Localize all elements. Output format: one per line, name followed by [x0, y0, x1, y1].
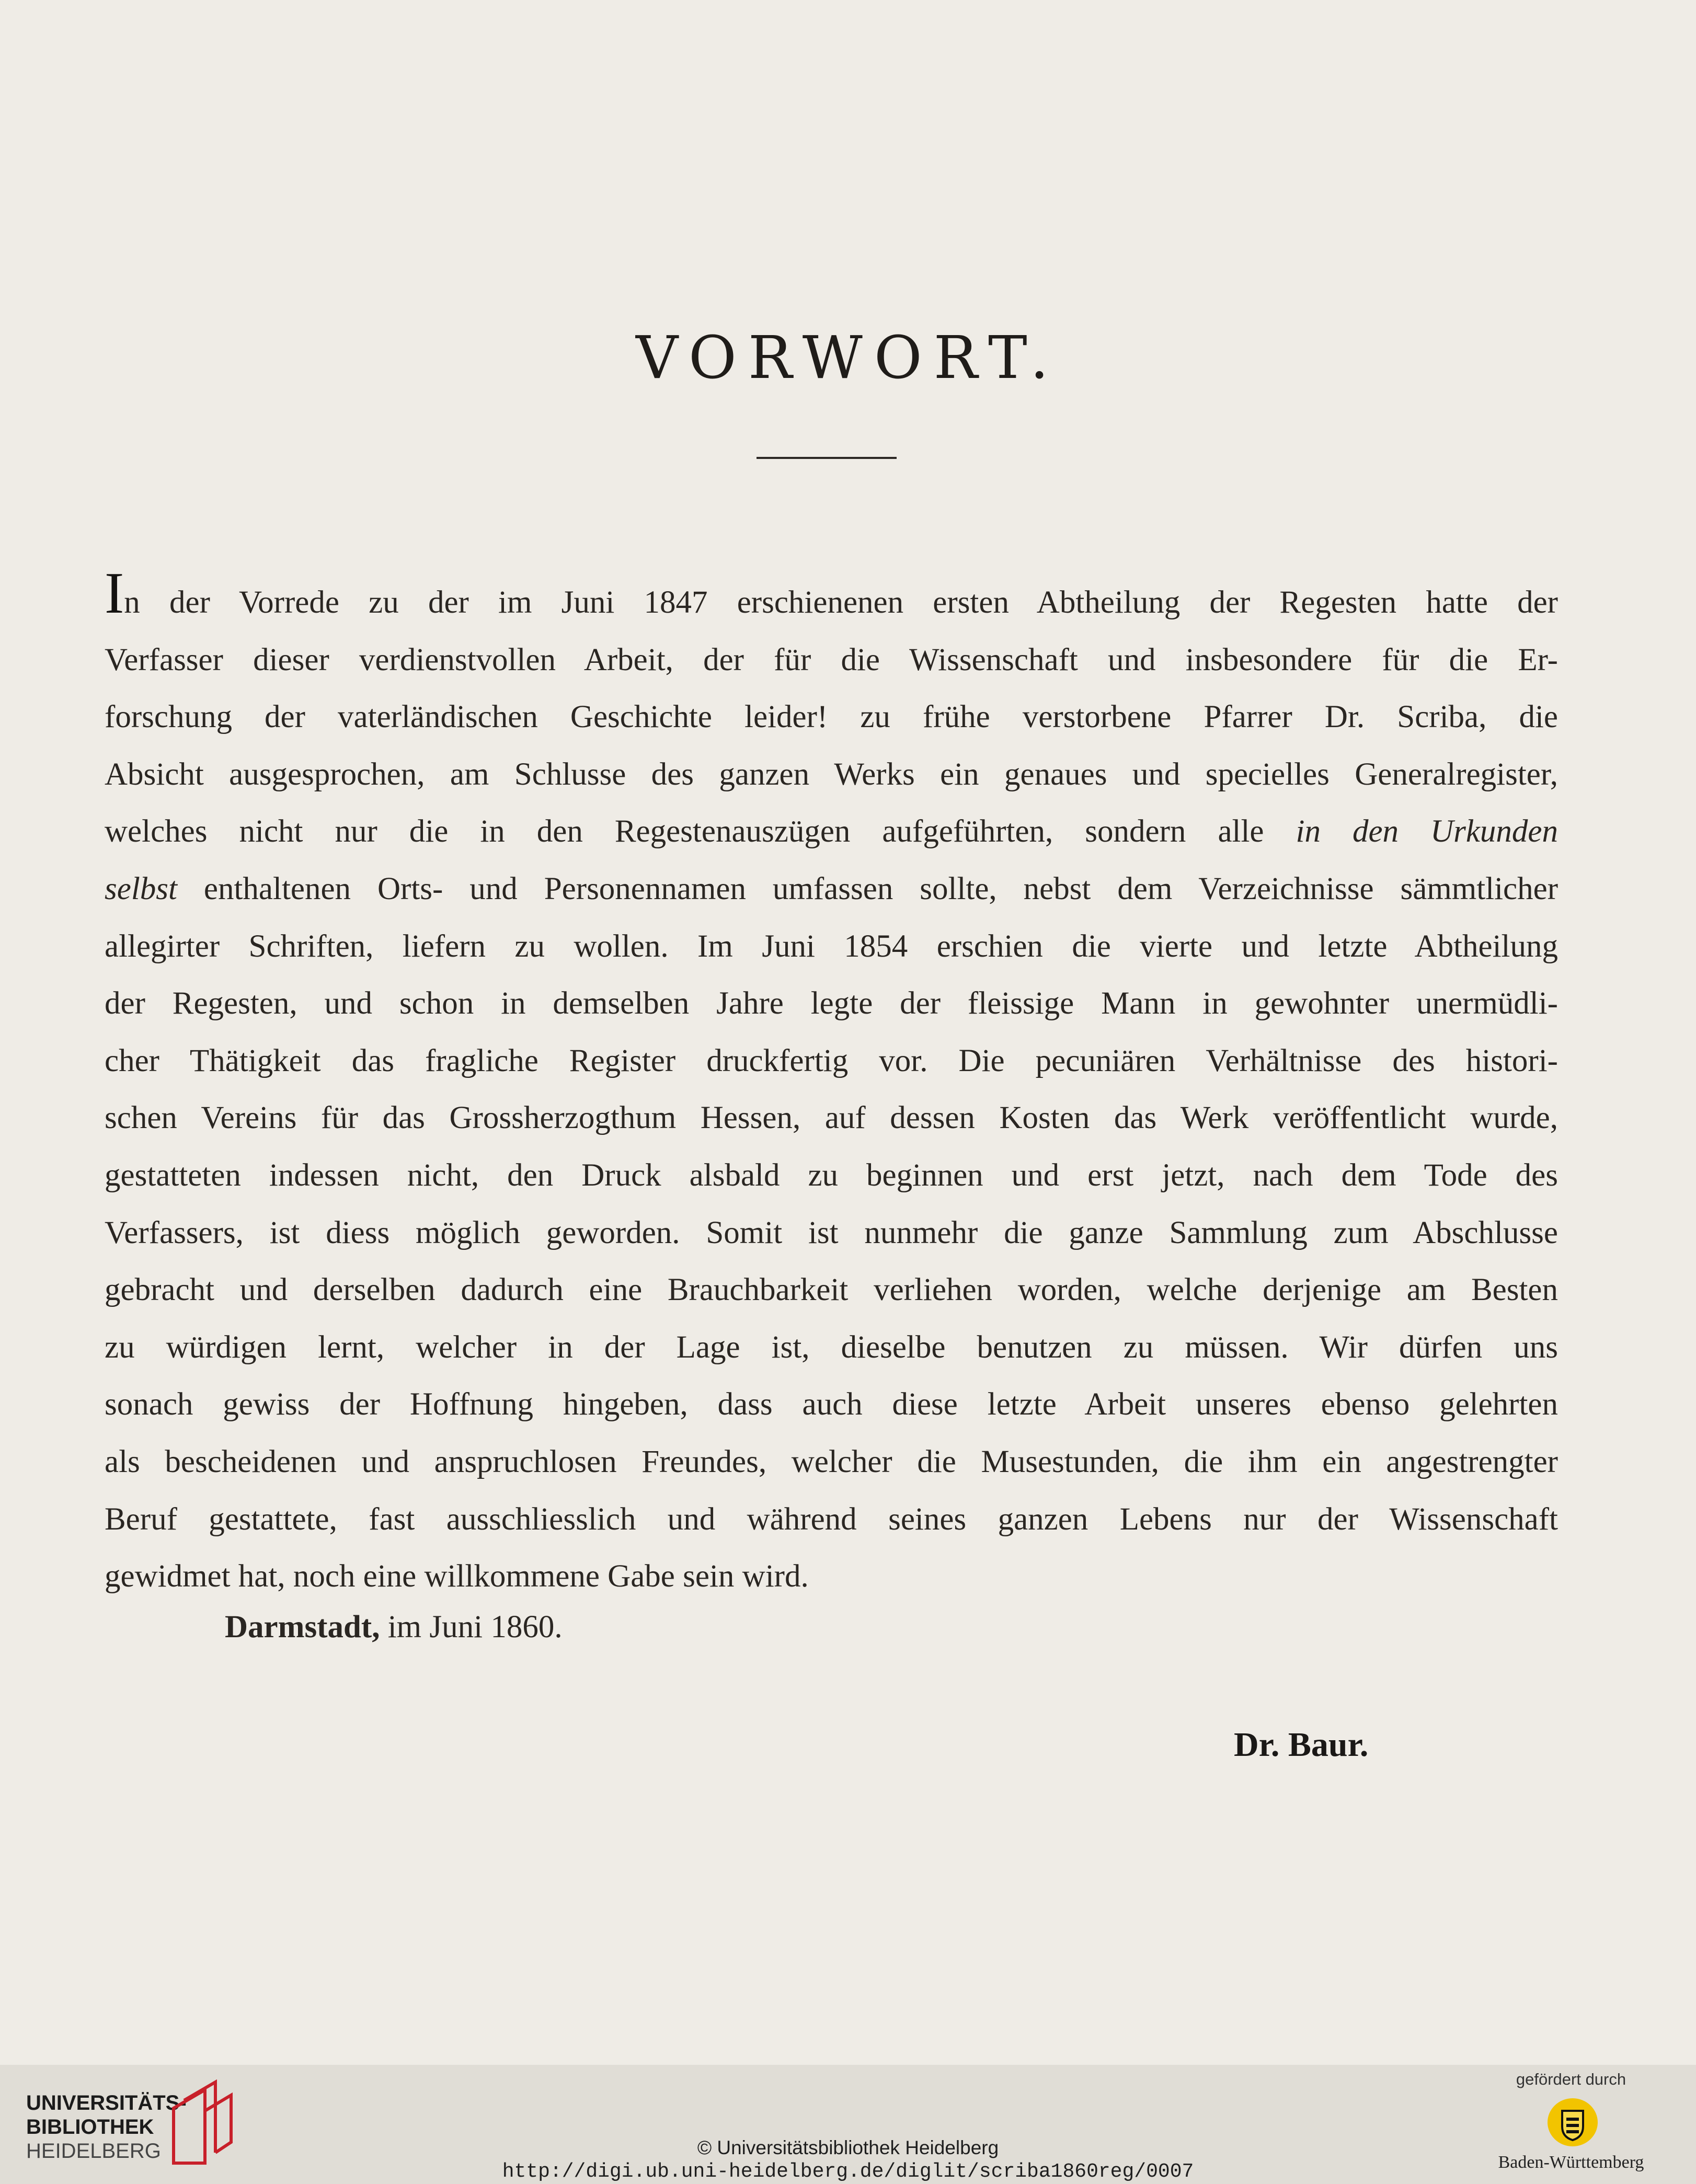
- funder-label: gefördert durch: [1516, 2070, 1626, 2088]
- dateline-place: Darmstadt,: [225, 1610, 380, 1645]
- paragraph-line: Beruf gestattete, fast ausschliesslich und während seines ganzen Lebens nur der Wissenschaft: [105, 1501, 1558, 1537]
- paragraph-line: zu würdigen lernt, welcher in der Lage ist, dieselbe benutzen zu müssen. Wir dürfen uns: [105, 1329, 1558, 1365]
- preface-paragraph: [105, 561, 1559, 1605]
- footer-credits: [0, 2136, 1696, 2184]
- emphasis-text: in den Urkunden: [1296, 814, 1559, 849]
- paragraph-line: sonach gewiss der Hoffnung hingeben, dass auch diese letzte Arbeit unseres ebenso gelehrten: [105, 1387, 1558, 1422]
- paragraph-line: gestatteten indessen nicht, den Druck alsbald zu beginnen und erst jetzt, nach dem Tode des: [105, 1157, 1558, 1193]
- paragraph-line: als bescheidenen und anspruchlosen Freundes, welcher die Musestunden, die ihm ein angestrengter: [105, 1444, 1558, 1479]
- dateline: [225, 1609, 563, 1646]
- paragraph-line: Verfassers, ist diess möglich geworden. Somit ist nunmehr die ganze Sammlung zum Abschlusse: [105, 1215, 1558, 1250]
- library-name-line: BIBLIOTHEK: [26, 2116, 154, 2139]
- paragraph-line: forschung der vaterländischen Geschichte leider! zu frühe verstorbene Pfarrer Dr. Scriba, die: [105, 699, 1558, 735]
- paragraph-line: selbst enthaltenen Orts- und Personennamen umfassen sollte, nebst dem Verzeichnisse sämmtlicher: [105, 871, 1559, 906]
- signature: Dr. Baur.: [1234, 1726, 1369, 1764]
- paragraph-line: Absicht ausgesprochen, am Schlusse des ganzen Werks ein genaues und specielles Generalregister,: [105, 756, 1558, 792]
- paragraph-line: gebracht und derselben dadurch eine Brauchbarkeit verliehen worden, welche derjenige am Besten: [105, 1272, 1558, 1308]
- funder-name: Baden-Württemberg: [1498, 2153, 1644, 2172]
- paragraph-line: Verfasser dieser verdienstvollen Arbeit, der für die Wissenschaft und insbesondere für die Er-: [105, 642, 1558, 677]
- title-divider: [757, 457, 897, 459]
- paragraph-line: gewidmet hat, noch eine willkommene Gabe sein wird.: [105, 1559, 809, 1594]
- baden-wuerttemberg-crest-icon: [1546, 2096, 1599, 2148]
- drop-cap: I: [105, 561, 124, 626]
- paragraph-line: cher Thätigkeit das fragliche Register druckfertig vor. Die pecuniären Verhältnisse des histori-: [105, 1043, 1558, 1078]
- library-name-line: UNIVERSITÄTS-: [26, 2091, 187, 2114]
- paragraph-line: welches nicht nur die in den Regestenauszügen aufgeführten, sondern alle in den Urkunden: [105, 814, 1559, 849]
- paragraph-line: schen Vereins für das Grossherzogthum Hessen, auf dessen Kosten das Werk veröffentlicht wurde,: [105, 1100, 1558, 1136]
- page-title: VORWORT.: [636, 324, 1060, 392]
- permalink-url[interactable]: http://digi.ub.uni-heidelberg.de/diglit/scriba1860reg/0007: [502, 2160, 1194, 2183]
- dateline-date: im Juni 1860.: [387, 1610, 563, 1645]
- emphasis-text: selbst: [105, 871, 177, 906]
- paragraph-line: In der Vorrede zu der im Juni 1847 erschienenen ersten Abtheilung der Regesten hatte der: [105, 561, 1558, 626]
- copyright-text: © Universitätsbibliothek Heidelberg: [697, 2137, 999, 2158]
- paragraph-line: allegirter Schriften, liefern zu wollen. Im Juni 1854 erschien die vierte und letzte Abtheilung: [105, 928, 1558, 964]
- paragraph-line: der Regesten, und schon in demselben Jahre legte der fleissige Mann in gewohnter unermüdli-: [105, 986, 1558, 1021]
- library-city-line: HEIDELBERG: [26, 2140, 161, 2163]
